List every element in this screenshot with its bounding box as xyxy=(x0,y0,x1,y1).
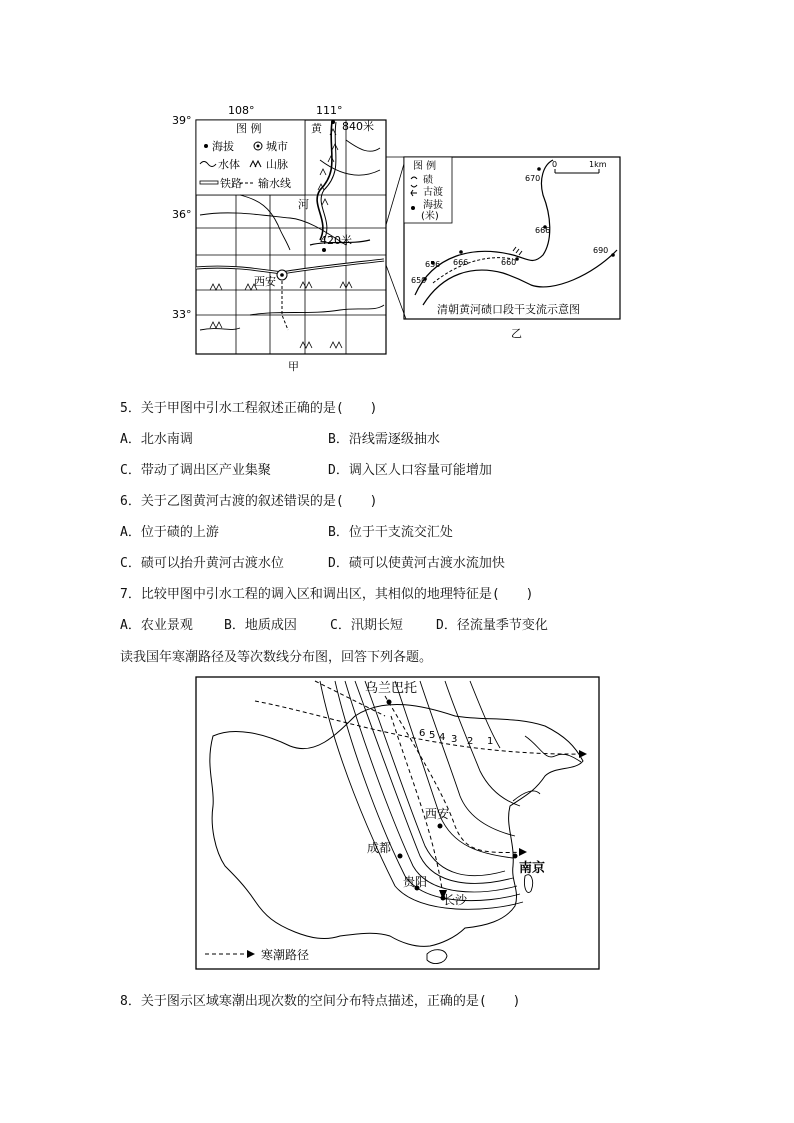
elevation-840-dot xyxy=(331,120,335,124)
legend-city: 城市 xyxy=(266,140,288,153)
river-huang-label: 黄 xyxy=(311,122,322,135)
city-wulanbatuo: 乌兰巴托 xyxy=(365,681,418,696)
iso-label-5: 5 xyxy=(429,730,436,741)
q5-option-b[interactable]: B．沿线需逐级抽水 xyxy=(328,432,440,447)
q6-option-b[interactable]: B．位于干支流交汇处 xyxy=(328,525,453,540)
lat-36: 36° xyxy=(172,208,192,221)
q6-option-d[interactable]: D．碛可以使黄河古渡水流加快 xyxy=(328,556,505,571)
city-changsha: 长沙 xyxy=(443,893,468,907)
iso-label-1: 1 xyxy=(487,736,494,747)
yi-legend-elev-unit: (米) xyxy=(421,211,439,222)
yi-legend-title: 图 例 xyxy=(413,161,437,172)
q5-option-d[interactable]: D．调入区人口容量可能增加 xyxy=(328,463,492,478)
xian-dot xyxy=(438,824,443,829)
legend-mountain: 山脉 xyxy=(266,158,288,171)
city-xian: 西安 xyxy=(425,807,450,821)
iso-label-4: 4 xyxy=(439,732,446,743)
cold-wave-map xyxy=(195,676,600,970)
legend-elev-dot xyxy=(411,206,415,210)
legend-elevation: 海拔 xyxy=(212,140,234,153)
q5-option-a[interactable]: A．北水南调 xyxy=(120,432,193,447)
yi-legend-ferry: 古渡 xyxy=(423,187,443,198)
yi-legend-elev: 海拔 xyxy=(423,200,443,211)
yi-legend-qi: 碛 xyxy=(423,175,433,186)
elev-690: 690 xyxy=(593,246,609,255)
scale-0: 0 xyxy=(552,160,558,169)
q7-option-c[interactable]: C．汛期长短 xyxy=(330,618,403,633)
elev-840-label: 840米 xyxy=(342,120,374,133)
chengdu-dot xyxy=(398,854,403,859)
lat-33: 33° xyxy=(172,308,192,321)
wulanbatuo-dot xyxy=(387,700,392,705)
qi-mark xyxy=(513,247,522,255)
elev-660: 660 xyxy=(501,258,517,267)
river-he-label: 河 xyxy=(298,198,309,211)
xian-label: 西安 xyxy=(254,275,276,288)
lon-111: 111° xyxy=(316,104,343,117)
intro-text: 读我国年寒潮路径及等次数线分布图，回答下列各题。 xyxy=(120,650,433,665)
q6-stem: 6．关于乙图黄河古渡的叙述错误的是( ) xyxy=(120,494,378,509)
elev-650: 650 xyxy=(411,276,427,285)
q7-option-a[interactable]: A．农业景观 xyxy=(120,618,193,633)
map-jia xyxy=(170,100,400,375)
legend-water: 水体 xyxy=(218,158,240,171)
railway-icon xyxy=(200,181,218,184)
elev-420-label: 420米 xyxy=(320,234,352,247)
iso-label-2: 2 xyxy=(467,736,474,747)
figure-jia xyxy=(170,100,400,375)
elev-666a: 666 xyxy=(535,226,551,235)
elev-670: 670 xyxy=(525,174,541,183)
caption-jia: 甲 xyxy=(288,360,299,373)
q8-stem: 8．关于图示区域寒潮出现次数的空间分布特点描述，正确的是( ) xyxy=(120,994,521,1009)
cold-wave-svg xyxy=(195,676,600,970)
q7-stem: 7．比较甲图中引水工程的调入区和调出区，其相似的地理特征是( ) xyxy=(120,587,534,602)
iso-label-6: 6 xyxy=(419,728,426,739)
lon-108: 108° xyxy=(228,104,255,117)
lat-39: 39° xyxy=(172,114,192,127)
q6-option-a[interactable]: A．位于碛的上游 xyxy=(120,525,219,540)
city-chengdu: 成都 xyxy=(367,841,392,855)
elev-666b: 666 xyxy=(453,258,469,267)
map-yi xyxy=(403,155,623,345)
scale-1km: 1km xyxy=(589,160,607,169)
q6-option-c[interactable]: C．碛可以抬升黄河古渡水位 xyxy=(120,556,284,571)
q7-option-d[interactable]: D．径流量季节变化 xyxy=(436,618,548,633)
nanjing-dot xyxy=(513,854,518,859)
legend-cold-wave-route: 寒潮路径 xyxy=(261,948,310,962)
legend-pipeline: 输水线 xyxy=(258,177,291,190)
iso-label-3: 3 xyxy=(451,734,458,745)
legend-railway: 铁路 xyxy=(220,177,242,190)
elevation-dot-icon xyxy=(204,144,208,148)
caption-yi: 乙 xyxy=(511,327,522,340)
figure-yi xyxy=(403,155,623,345)
elevation-420-dot xyxy=(322,248,326,252)
q7-option-b[interactable]: B．地质成因 xyxy=(224,618,297,633)
city-guiyang: 贵阳 xyxy=(403,875,428,889)
elev-656: 656 xyxy=(425,260,441,269)
q5-stem: 5．关于甲图中引水工程叙述正确的是( ) xyxy=(120,401,378,416)
city-nanjing: 南京 xyxy=(519,861,546,876)
yi-title: 清朝黄河碛口段干支流示意图 xyxy=(437,303,580,316)
legend-title: 图 例 xyxy=(236,122,262,135)
q5-option-c[interactable]: C．带动了调出区产业集聚 xyxy=(120,463,271,478)
